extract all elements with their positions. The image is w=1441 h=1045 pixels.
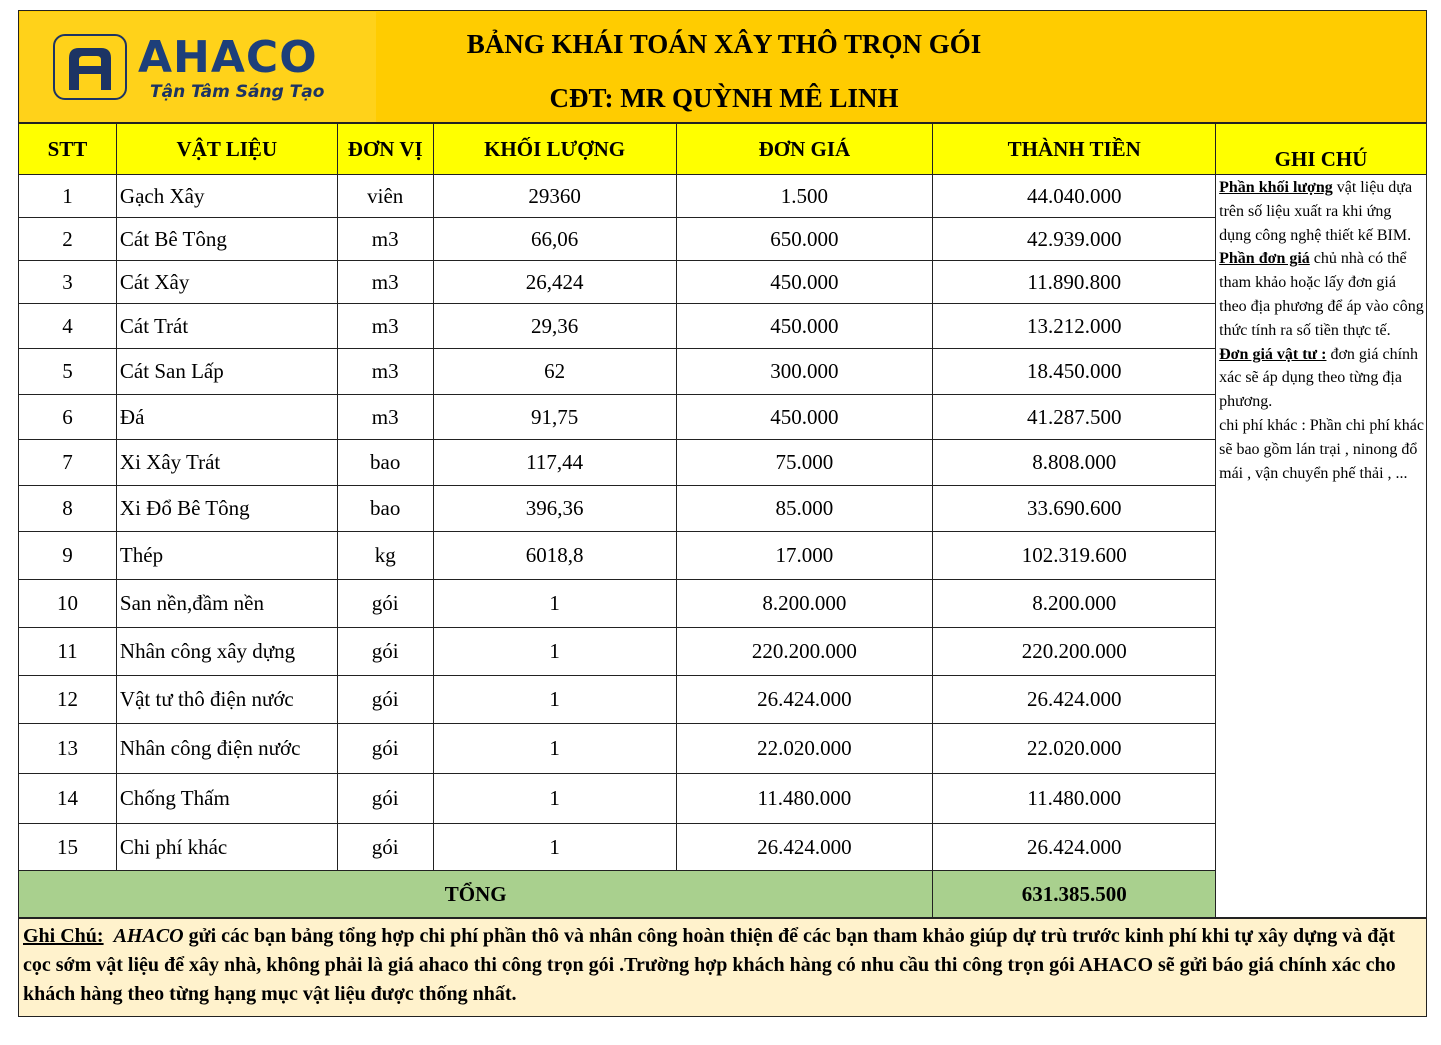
cell-unit-price: 17.000 [676,532,933,580]
cell-stt: 2 [19,218,117,261]
estimate-table [18,123,1427,918]
total-row [19,871,1427,918]
table-row [19,724,1427,774]
note-item [1219,176,1424,247]
cell-unit-price: 75.000 [676,440,933,486]
col-header-unit: ĐƠN VỊ [337,124,433,175]
cell-stt: 6 [19,395,117,440]
cell-unit: gói [337,628,433,676]
cell-material: Chi phí khác [116,824,337,871]
cell-amount: 220.200.000 [933,628,1216,676]
cell-stt: 1 [19,175,117,218]
cell-unit-price: 220.200.000 [676,628,933,676]
cell-quantity: 91,75 [433,395,676,440]
cell-amount: 13.212.000 [933,304,1216,349]
cell-quantity: 1 [433,580,676,628]
cell-quantity: 29,36 [433,304,676,349]
cell-material: Đá [116,395,337,440]
cell-amount: 18.450.000 [933,349,1216,395]
cell-stt: 11 [19,628,117,676]
cell-material: Cát Trát [116,304,337,349]
total-label: TỔNG [19,871,933,918]
cell-quantity: 62 [433,349,676,395]
cell-unit: gói [337,824,433,871]
cell-stt: 15 [19,824,117,871]
cell-stt: 14 [19,774,117,824]
footer-note [18,918,1427,1017]
cell-material: Cát San Lấp [116,349,337,395]
note-heading: Phần đơn giá [1219,250,1310,268]
cell-unit: gói [337,580,433,628]
cell-unit: m3 [337,349,433,395]
cell-unit: m3 [337,304,433,349]
cell-quantity: 29360 [433,175,676,218]
cell-amount: 8.808.000 [933,440,1216,486]
note-heading: Đơn giá vật tư : [1219,345,1327,363]
table-row [19,676,1427,724]
table-row [19,486,1427,532]
note-item [1219,414,1424,485]
cell-quantity: 1 [433,774,676,824]
cell-material: Cát Xây [116,261,337,304]
cell-unit-price: 450.000 [676,261,933,304]
table-row [19,261,1427,304]
table-row [19,218,1427,261]
cell-unit: gói [337,724,433,774]
cell-material: Cát Bê Tông [116,218,337,261]
cell-stt: 4 [19,304,117,349]
cell-material: Xi Xây Trát [116,440,337,486]
logo-tagline: Tận Tâm Sáng Tạo [150,82,325,102]
cell-quantity: 1 [433,724,676,774]
table-row [19,440,1427,486]
cell-unit-price: 8.200.000 [676,580,933,628]
cell-quantity: 26,424 [433,261,676,304]
col-header-unit-price: ĐƠN GIÁ [676,124,933,175]
cell-amount: 44.040.000 [933,175,1216,218]
cell-quantity: 66,06 [433,218,676,261]
table-row [19,349,1427,395]
note-heading: Phần khối lượng [1219,179,1333,196]
cell-amount: 26.424.000 [933,824,1216,871]
cell-unit-price: 11.480.000 [676,774,933,824]
cell-unit: viên [337,175,433,218]
cell-unit-price: 450.000 [676,304,933,349]
note-item [1219,343,1424,414]
cell-amount: 11.890.800 [933,261,1216,304]
cell-unit: gói [337,774,433,824]
cell-material: Thép [116,532,337,580]
page-subtitle: CĐT: MR QUỲNH MÊ LINH [549,83,899,113]
table-row [19,824,1427,871]
page-title: BẢNG KHÁI TOÁN XÂY THÔ TRỌN GÓI [466,29,982,59]
cell-unit-price: 450.000 [676,395,933,440]
cell-quantity: 1 [433,676,676,724]
cell-material: Chống Thấm [116,774,337,824]
cell-amount: 41.287.500 [933,395,1216,440]
cell-stt: 9 [19,532,117,580]
note-text: đơn giá chính xác sẽ áp dụng theo từng địa phương. [1219,345,1419,411]
cell-material: Vật tư thô điện nước [116,676,337,724]
col-header-amount: THÀNH TIỀN [933,124,1216,175]
cell-material: San nền,đầm nền [116,580,337,628]
footer-note-label: Ghi Chú: [23,925,104,947]
cell-material: Nhân công xây dựng [116,628,337,676]
cell-stt: 10 [19,580,117,628]
cell-amount: 11.480.000 [933,774,1216,824]
col-header-material: VẬT LIỆU [116,124,337,175]
table-row [19,532,1427,580]
cell-unit: bao [337,486,433,532]
cell-stt: 8 [19,486,117,532]
cell-unit-price: 650.000 [676,218,933,261]
logo-a-icon [53,34,127,100]
cell-material: Xi Đổ Bê Tông [116,486,337,532]
cell-unit-price: 1.500 [676,175,933,218]
total-amount: 631.385.500 [933,871,1216,918]
cell-amount: 22.020.000 [933,724,1216,774]
col-header-notes: GHI CHÚ [1216,124,1427,175]
cell-quantity: 396,36 [433,486,676,532]
table-row [19,175,1427,218]
cell-unit-price: 26.424.000 [676,824,933,871]
cell-quantity: 1 [433,824,676,871]
note-text: chi phí khác : Phần chi phí khác sẽ bao gồm lán trại , ninong đổ mái , vận chuyển phế thải , ... [1219,416,1424,482]
table-header-row [19,124,1427,175]
cell-stt: 7 [19,440,117,486]
side-notes [1216,175,1427,918]
logo-wordmark [138,34,318,82]
cell-unit: m3 [337,395,433,440]
footer-note-brand: AHACO [113,925,184,947]
cell-amount: 8.200.000 [933,580,1216,628]
cell-unit: m3 [337,261,433,304]
col-header-quantity: KHỐI LƯỢNG [433,124,676,175]
cell-stt: 12 [19,676,117,724]
cell-unit: m3 [337,218,433,261]
table-row [19,628,1427,676]
cell-unit: gói [337,676,433,724]
cell-unit-price: 300.000 [676,349,933,395]
cell-material: Nhân công điện nước [116,724,337,774]
cell-quantity: 117,44 [433,440,676,486]
cell-amount: 33.690.600 [933,486,1216,532]
cell-amount: 102.319.600 [933,532,1216,580]
cell-stt: 3 [19,261,117,304]
footer-note-text: gửi các bạn bảng tổng hợp chi phí phần thô và nhân công hoàn thiện để các bạn tham khảo giúp dự trù trước kinh phí khi tự xây dựng và đặt cọc sớm vật liệu để xây nhà, không phải là giá ahaco thi công trọn gói .Trường hợp khách hàng có nhu cầu thi công trọn gói AHACO sẽ gửi báo giá chính xác cho khách hàng theo từng hạng mục vật liệu được thống nhất. [23,925,1396,1005]
table-row [19,774,1427,824]
title-banner [18,10,1427,123]
cell-material: Gạch Xây [116,175,337,218]
table-row [19,580,1427,628]
cell-amount: 26.424.000 [933,676,1216,724]
cell-quantity: 1 [433,628,676,676]
col-header-stt: STT [19,124,117,175]
table-row [19,395,1427,440]
cell-unit-price: 22.020.000 [676,724,933,774]
cell-unit: kg [337,532,433,580]
note-text: chủ nhà có thể tham khảo hoặc lấy đơn giá theo địa phương để áp vào công thức tính ra số tiền thực tế. [1219,250,1424,339]
cell-amount: 42.939.000 [933,218,1216,261]
table-row [19,304,1427,349]
cell-quantity: 6018,8 [433,532,676,580]
cell-stt: 13 [19,724,117,774]
cell-stt: 5 [19,349,117,395]
logo-wordmark-text: AHACO [138,32,318,83]
cell-unit-price: 85.000 [676,486,933,532]
note-item [1219,247,1424,342]
company-logo [20,12,376,122]
note-text: vật liệu dựa trên số liệu xuất ra khi ứng dụng công nghệ thiết kế BIM. [1219,179,1413,244]
cell-unit: bao [337,440,433,486]
cell-unit-price: 26.424.000 [676,676,933,724]
